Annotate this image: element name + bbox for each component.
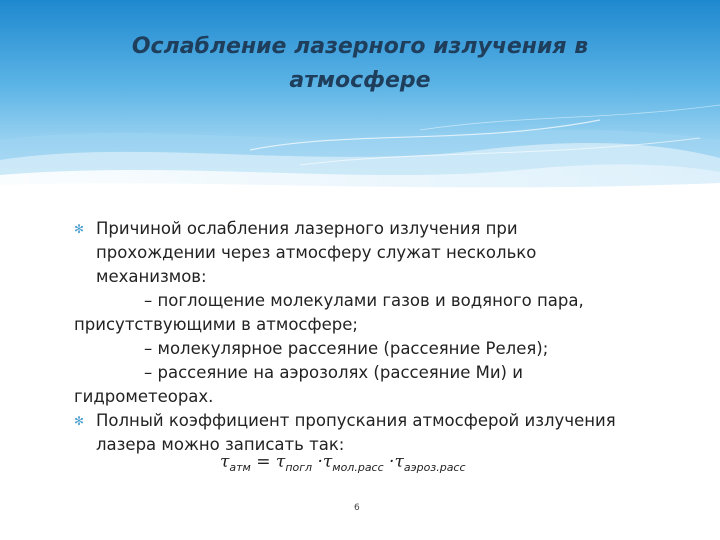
formula-sub-atm: атм: [229, 461, 251, 474]
mech1-line-2: присутствующими в атмосфере;: [74, 315, 358, 334]
formula-tau: τ: [220, 452, 230, 472]
bullet2-line-1: Полный коэффициент пропускания атмосферой излучения: [96, 411, 616, 430]
mech3-line-2: гидрометеорах.: [74, 387, 214, 406]
bullet1-line-1: Причиной ослабления лазерного излучения при: [96, 219, 518, 238]
slide-title: [80, 30, 640, 98]
formula-tau: τ: [322, 452, 333, 472]
formula-equals: =: [250, 452, 276, 472]
page-number: 6: [354, 503, 360, 513]
formula-dot: ·: [312, 452, 323, 472]
mech1-line-1: – поглощение молекулами газов и водяного пара,: [144, 291, 584, 310]
bullet-item-transmission: [74, 409, 654, 457]
slide-body: [74, 217, 654, 457]
bullet2-line-2: лазера можно записать так:: [96, 435, 345, 454]
bullet-asterisk-icon: ✻: [74, 414, 85, 428]
bullet1-line-3: механизмов:: [96, 267, 207, 286]
mech3-line-1: – рассеяние на аэрозолях (рассеяние Ми) и: [144, 363, 523, 382]
title-line-1: Ослабление лазерного излучения в: [131, 34, 589, 59]
formula-sub-mol: мол.расс: [332, 461, 384, 474]
bullet-asterisk-icon: ✻: [74, 222, 85, 236]
mechanism-absorption: [74, 289, 654, 337]
formula-tau: τ: [275, 452, 286, 472]
bullet1-line-2: прохождении через атмосферу служат несколько: [96, 243, 537, 262]
mechanism-mie: [74, 361, 654, 409]
formula-dot: ·: [383, 452, 395, 472]
formula-tau: τ: [394, 452, 404, 472]
formula-sub-pogl: погл: [285, 461, 313, 474]
transmission-formula: [220, 452, 466, 474]
formula-sub-aero: аэроз.расс: [403, 461, 466, 474]
mech2-line: – молекулярное рассеяние (рассеяние Релея);: [144, 339, 549, 358]
title-line-2: атмосфере: [289, 68, 431, 93]
mechanism-rayleigh: [74, 337, 654, 361]
bullet-item-mechanisms: [74, 217, 654, 289]
